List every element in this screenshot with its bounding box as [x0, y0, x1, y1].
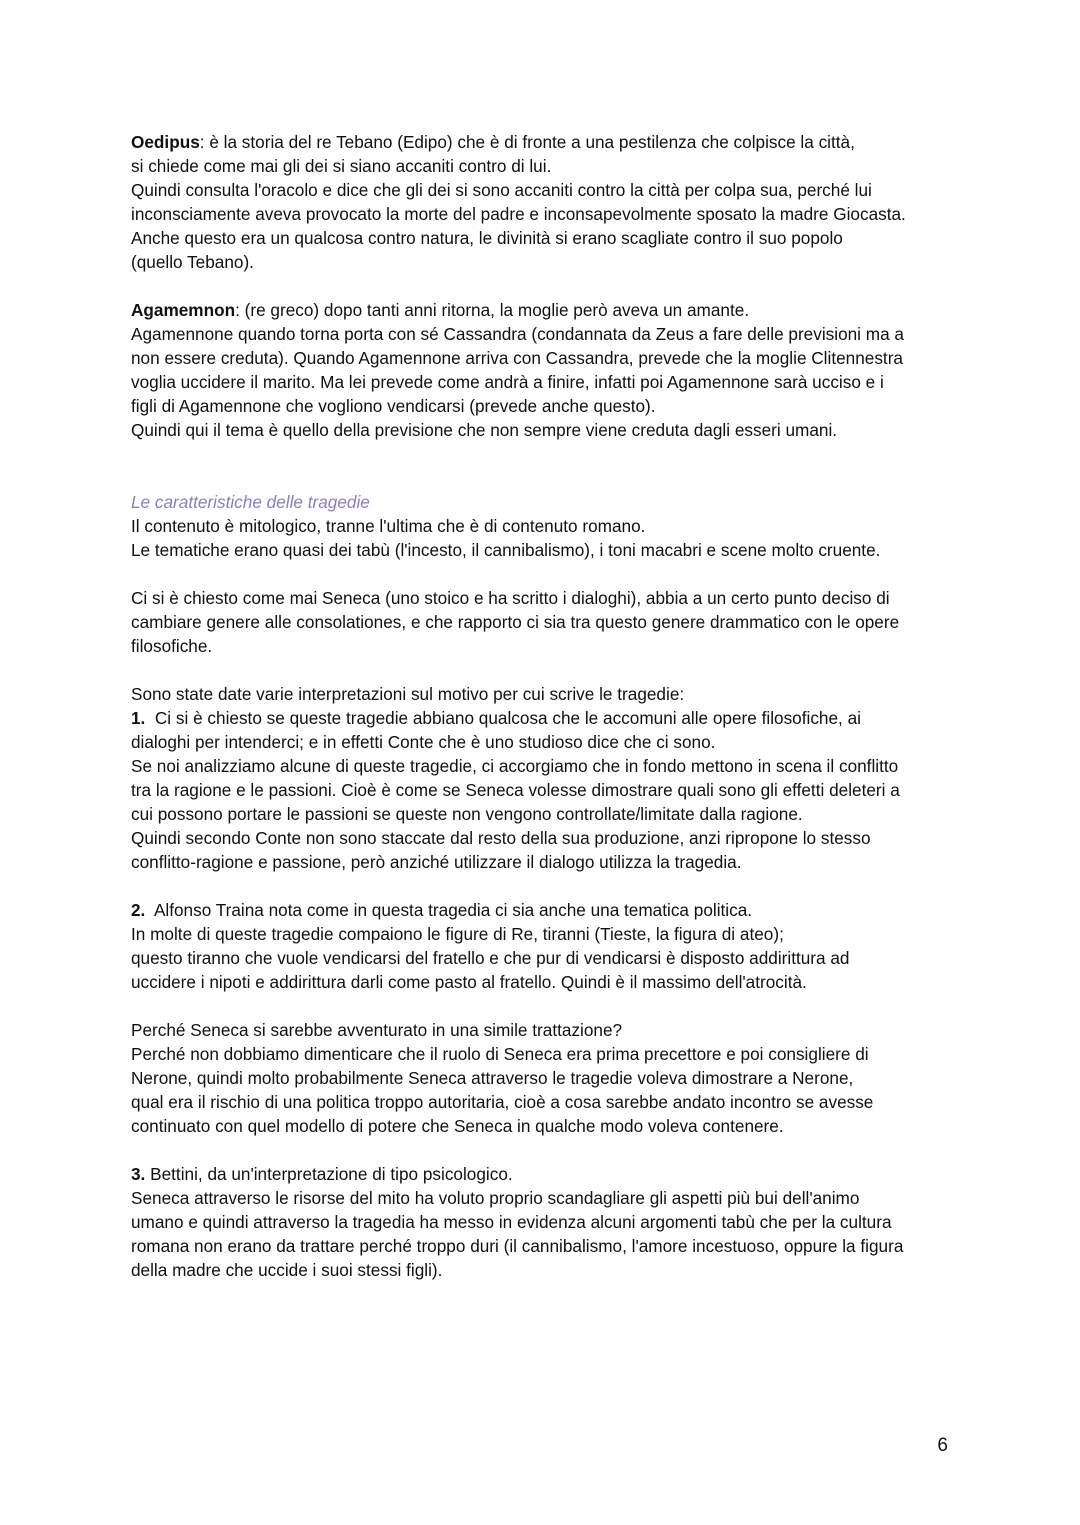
point2-line-2: In molte di queste tragedie compaiono le figure di Re, tiranni (Tieste, la figura di ateo);: [131, 924, 784, 944]
why-line-2: Perché non dobbiamo dimenticare che il ruolo di Seneca era prima precettore e poi consigliere di: [131, 1044, 869, 1064]
point3-line-3: umano e quindi attraverso la tragedia ha messo in evidenza alcuni argomenti tabù che per la cultura: [131, 1212, 892, 1232]
oedipus-line-2: si chiede come mai gli dei si siano accaniti contro di lui.: [131, 156, 552, 176]
why-line-3: Nerone, quindi molto probabilmente Seneca attraverso le tragedie voleva dimostrare a Nerone,: [131, 1068, 854, 1088]
why-line-5: continuato con quel modello di potere che Seneca in qualche modo voleva contenere.: [131, 1116, 784, 1136]
agamemnon-line-6: Quindi qui il tema è quello della previsione che non sempre viene creduta dagli esseri umani.: [131, 420, 838, 440]
point1-number: 1.: [131, 708, 146, 728]
document-page: [131, 130, 953, 1282]
point1-line-1: 1. Ci si è chiesto se queste tragedie abbiano qualcosa che le accomuni alle opere filosofiche, ai: [131, 708, 861, 728]
agamemnon-line-4: voglia uccidere il marito. Ma lei prevede come andrà a finire, infatti poi Agamennone sarà ucciso e i: [131, 372, 884, 392]
page-number: 6: [937, 1435, 948, 1456]
point2-number: 2.: [131, 900, 146, 920]
point1-line-3: Se noi analizziamo alcune di queste tragedie, ci accorgiamo che in fondo mettono in scena il conflitto: [131, 756, 899, 776]
point2-line-3: questo tiranno che vuole vendicarsi del fratello e che pur di vendicarsi è disposto addirittura ad: [131, 948, 850, 968]
point3-number: 3.: [131, 1164, 146, 1184]
agamemnon-line-5: figli di Agamennone che vogliono vendicarsi (prevede anche questo).: [131, 396, 656, 416]
point3-line-1: 3. Bettini, da un'interpretazione di tipo psicologico.: [131, 1164, 513, 1184]
why-line-4: qual era il rischio di una politica troppo autoritaria, cioè a cosa sarebbe andato incontro se avesse: [131, 1092, 874, 1112]
point1-line-2: dialoghi per intenderci; e in effetti Conte che è uno studioso dice che ci sono.: [131, 732, 716, 752]
question-line-3: filosofiche.: [131, 636, 213, 656]
why-line-1: Perché Seneca si sarebbe avventurato in una simile trattazione?: [131, 1020, 623, 1040]
point1-line-4: tra la ragione e le passioni. Cioè è come se Seneca volesse dimostrare quali sono gli effetti deleteri a: [131, 780, 900, 800]
oedipus-line-3: Quindi consulta l'oracolo e dice che gli dei si sono accaniti contro la città per colpa sua, perché lui: [131, 180, 872, 200]
point2-line-1: 2. Alfonso Traina nota come in questa tragedia ci sia anche una tematica politica.: [131, 900, 753, 920]
intro-line-2: Le tematiche erano quasi dei tabù (l'incesto, il cannibalismo), i toni macabri e scene molto cruente.: [131, 540, 881, 560]
oedipus-line-4: inconsciamente aveva provocato la morte del padre e inconsapevolmente sposato la madre Giocasta.: [131, 204, 906, 224]
agamemnon-line-3: non essere creduta). Quando Agamennone arriva con Cassandra, prevede che la moglie Clitennestra: [131, 348, 903, 368]
intro-line-1: Il contenuto è mitologico, tranne l'ultima che è di contenuto romano.: [131, 516, 646, 536]
point3-line-4: romana non erano da trattare perché troppo duri (il cannibalismo, l'amore incestuoso, oppure la figura: [131, 1236, 904, 1256]
agamemnon-term: Agamemnon: [131, 300, 236, 320]
oedipus-line-5: Anche questo era un qualcosa contro natura, le divinità si erano scagliate contro il suo popolo: [131, 228, 843, 248]
agamemnon-line-2: Agamennone quando torna porta con sé Cassandra (condannata da Zeus a fare delle previsioni ma a: [131, 324, 904, 344]
question-line-2: cambiare genere alle consolationes, e che rapporto ci sia tra questo genere drammatico con le opere: [131, 612, 900, 632]
agamemnon-line-1: Agamemnon: (re greco) dopo tanti anni ritorna, la moglie però aveva un amante.: [131, 300, 750, 320]
point3-line-2: Seneca attraverso le risorse del mito ha voluto proprio scandagliare gli aspetti più bui dell'animo: [131, 1188, 860, 1208]
point1-line-7: conflitto-ragione e passione, però anziché utilizzare il dialogo utilizza la tragedia.: [131, 852, 742, 872]
question-line-1: Ci si è chiesto come mai Seneca (uno stoico e ha scritto i dialoghi), abbia a un certo punto deciso di: [131, 588, 890, 608]
oedipus-term: Oedipus: [131, 132, 200, 152]
section-heading: Le caratteristiche delle tragedie: [131, 492, 370, 512]
point1-line-6: Quindi secondo Conte non sono staccate dal resto della sua produzione, anzi ripropone lo stesso: [131, 828, 871, 848]
interpretations-intro: Sono state date varie interpretazioni sul motivo per cui scrive le tragedie:: [131, 684, 685, 704]
point3-line-5: della madre che uccide i suoi stessi figli).: [131, 1260, 443, 1280]
point1-line-5: cui possono portare le passioni se queste non vengono controllate/limitate dalla ragione.: [131, 804, 803, 824]
oedipus-line-6: (quello Tebano).: [131, 252, 254, 272]
oedipus-line-1: Oedipus: è la storia del re Tebano (Edipo) che è di fronte a una pestilenza che colpisce la città,: [131, 132, 855, 152]
point2-line-4: uccidere i nipoti e addirittura darli come pasto al fratello. Quindi è il massimo dell'atrocità.: [131, 972, 807, 992]
